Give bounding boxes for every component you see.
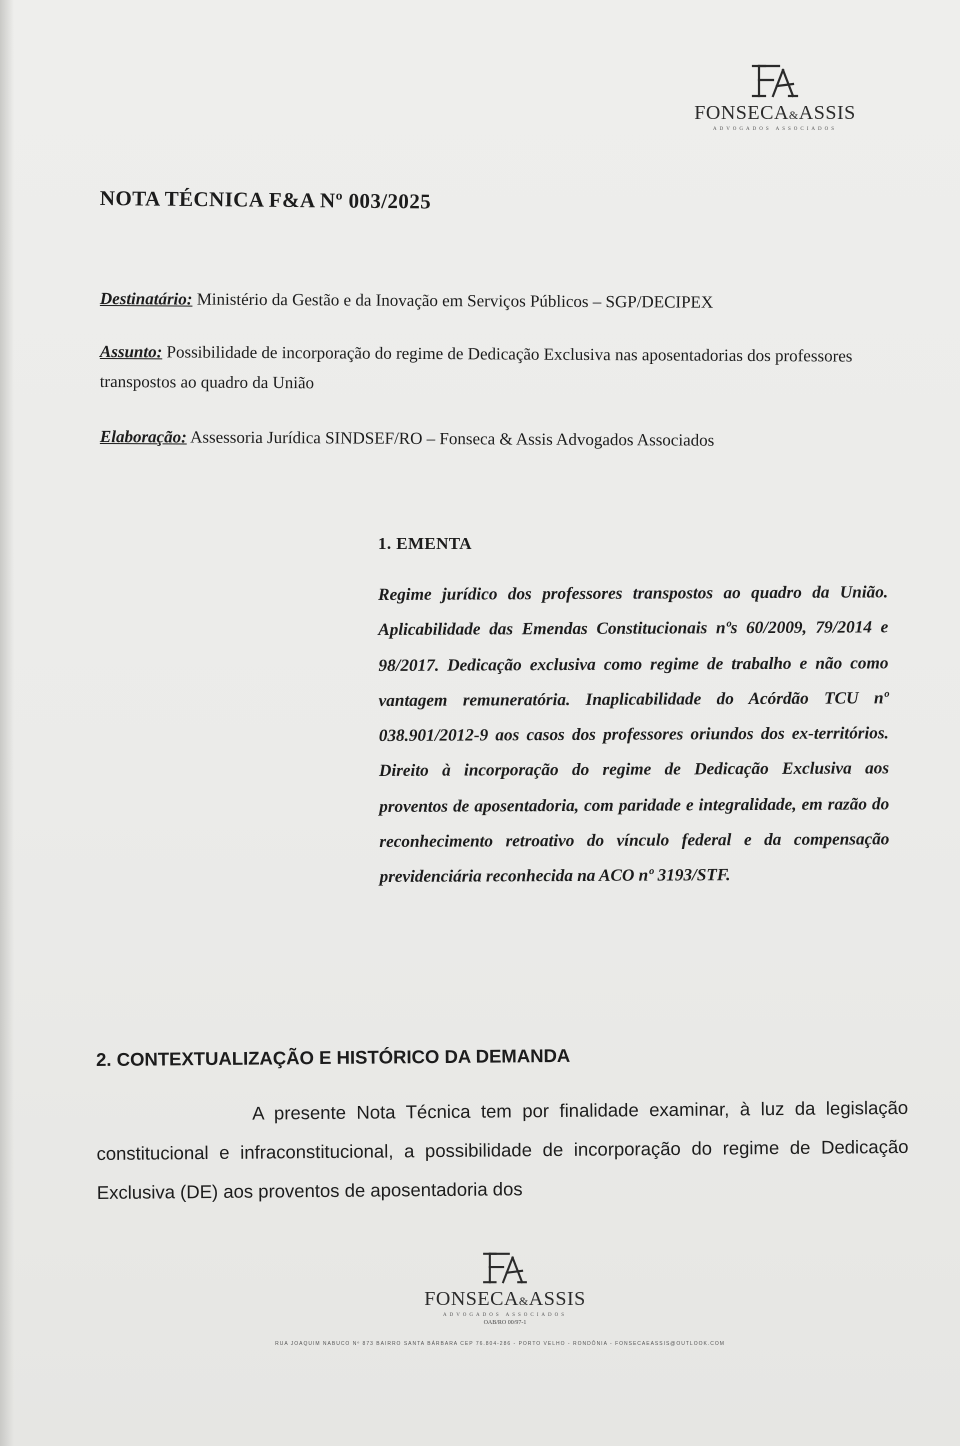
footer-logo (402, 1250, 608, 1326)
author-line (100, 422, 870, 457)
body-paragraph: A presente Nota Técnica tem por finalidade examinar, à luz da legislação constitucional e infraconstitucional, a possibilidade de incorporação do regime de Dedicação Exclusiva (DE) aos proventos de aposentadoria dos (96, 1096, 909, 1203)
ementa-heading: 1. EMENTA (378, 534, 472, 553)
recipient-line (100, 284, 860, 319)
subject-value: Possibilidade de incorporação do regime de Dedicação Exclusiva nas aposentadorias dos professores transpostos ao quadro da União (99, 342, 853, 393)
subject-line (100, 337, 890, 402)
firm-tagline: ADVOGADOS ASSOCIADOS (442, 1313, 568, 1318)
firm-name: FONSECA&ASSIS (694, 102, 856, 124)
recipient-value: Ministério da Gestão e da Inovação em Serviços Públicos – SGP/DECIPEX (196, 289, 714, 312)
ementa-text: Regime jurídico dos professores transpostos ao quadro da União. Aplicabilidade das Emendas Constitucionais nºs 60/2009, 79/2014 e 98/2017. Dedicação exclusiva como regime de trabalho e não como vantagem remuneratória. Inaplicabilidade do Acórdão TCU nº 038.901/2012-9 aos casos dos professores oriundos dos ex-territórios. Direito à incorporação do regime de Dedicação Exclusiva aos proventos de aposentadoria, com paridade e integralidade, em razão do reconhecimento retroativo do vínculo federal e da compensação previdenciária reconhecida na ACO nº 3193/STF. (378, 582, 890, 887)
firm-tagline: ADVOGADOS ASSOCIADOS (712, 127, 838, 132)
author-label: Elaboração: (99, 426, 187, 447)
fa-monogram-icon (402, 1250, 608, 1286)
subject-label: Assunto: (99, 341, 163, 362)
header-logo (682, 62, 868, 132)
document-title: NOTA TÉCNICA F&A Nº 003/2025 (99, 186, 432, 214)
firm-name: FONSECA&ASSIS (424, 1288, 586, 1310)
fa-monogram-icon (682, 62, 868, 100)
oab-registration: OAB/RO 00/97-1 (483, 1320, 527, 1326)
author-value: Assessoria Jurídica SINDSEF/RO – Fonseca & Assis Advogados Associados (190, 427, 715, 450)
section-heading: 2. CONTEXTUALIZAÇÃO E HISTÓRICO DA DEMANDA (96, 1044, 571, 1070)
footer-address: RUA JOAQUIM NABUCO Nº 873 BAIRRO SANTA BÁRBARA CEP 76.804-286 - PORTO VELHO - RONDÔNIA - FONSECAEASSIS@OUTLOOK.COM (275, 1341, 725, 1347)
recipient-label: Destinatário: (99, 288, 193, 309)
